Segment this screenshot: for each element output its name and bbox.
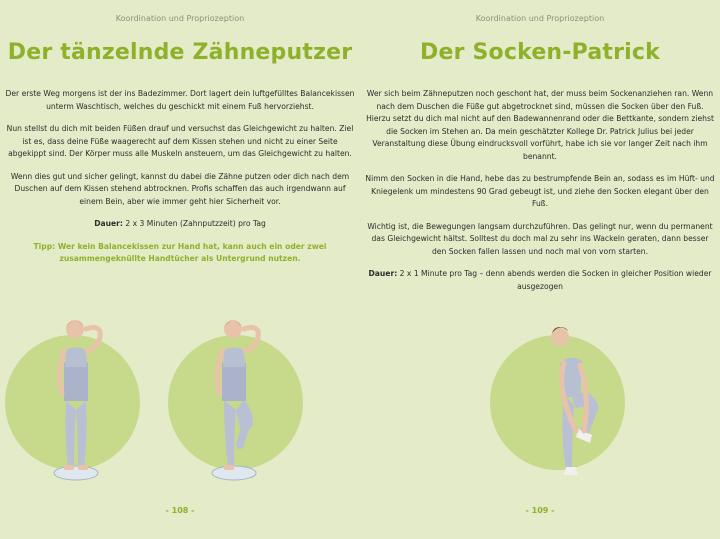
page-number: - 109 - [525, 506, 555, 515]
duration-text: 2 x 1 Minute pro Tag – denn abends werden die Socken in gleicher Position wieder ausgezogen [397, 269, 712, 291]
duration-line [360, 268, 720, 293]
paragraph: Wichtig ist, die Bewegungen langsam durchzuführen. Das gelingt nur, wenn du permanent das Gleichgewicht hältst. Solltest du doch mal zu sehr ins Wackeln geraten, dann besser den Socken fallen lassen und noch mal von vorn starten. [367, 221, 713, 256]
tip-text: Tipp: Wer kein Balancekissen zur Hand hat, kann auch ein oder zwei zusammengeknüllte Handtücher als Untergrund nutzen. [33, 241, 327, 263]
paragraph: Der erste Weg morgens ist der ins Badezimmer. Dort lagert dein luftgefülltes Balancekissen unterm Waschtisch, welches du geschickt mit einem Fuß hervorziehst. [5, 89, 355, 111]
illustration-area [0, 300, 360, 500]
page-title: Der tänzelnde Zähneputzer [7, 40, 353, 65]
woman-putting-on-sock-illustration [520, 305, 620, 490]
running-header: Koordination und Propriozeption [475, 14, 605, 23]
duration-text: 2 x 3 Minuten (Zahnputzzeit) pro Tag [122, 219, 266, 228]
running-header: Koordination und Propriozeption [115, 14, 245, 23]
duration-label: Dauer: [94, 219, 123, 228]
paragraph: Nun stellst du dich mit beiden Füßen drauf und versuchst das Gleichgewicht zu halten. Ziel ist es, dass deine Füße waagerecht auf dem Kissen stehen und nicht zu einer Seite abgekippt sind. Der Körper muss alle Muskeln ansteuern, um das Gleichgewicht zu halten. [6, 124, 354, 158]
right-page [360, 0, 720, 539]
woman-one-leg-illustration [200, 305, 280, 490]
paragraph: Wer sich beim Zähneputzen noch geschont hat, der muss beim Sockenanziehen ran. Wenn nach dem Duschen die Füße gut abgetrocknet sind, müssen die Socken über den Fuß. Hierzu setzt du dich mal nicht auf den Badewannenrand oder die Bettkante, sondern ziehst die Socken im Stehen an. Da mein geschätzter Kollege Dr. Patrick Julius bei jeder Veranstaltung diese Übung eindrucksvoll vorführt, habe ich sie vor langer Zeit nach ihm benannt. [366, 89, 714, 161]
body-text [0, 88, 360, 276]
woman-balancing-illustration [40, 305, 120, 490]
body-text [360, 88, 720, 303]
page-number: - 108 - [165, 506, 195, 515]
paragraph: Nimm den Socken in die Hand, hebe das zu bestrumpfende Bein an, sodass es im Hüft- und Kniegelenk um mindestens 90 Grad gebeugt ist, und ziehe den Socken elegant über den Fuß. [365, 174, 715, 208]
illustration-area [360, 300, 720, 500]
page-title: Der Socken-Patrick [419, 40, 660, 65]
duration-label: Dauer: [368, 269, 398, 278]
paragraph: Wenn dies gut und sicher gelingt, kannst du dabei die Zähne putzen oder dich nach dem Duschen auf dem Kissen stehend abtrocknen. Profis schaffen das auch irgendwann auf einem Bein, aber wie immer geht hier Sicherheit vor. [10, 171, 350, 206]
duration-line [0, 218, 360, 231]
